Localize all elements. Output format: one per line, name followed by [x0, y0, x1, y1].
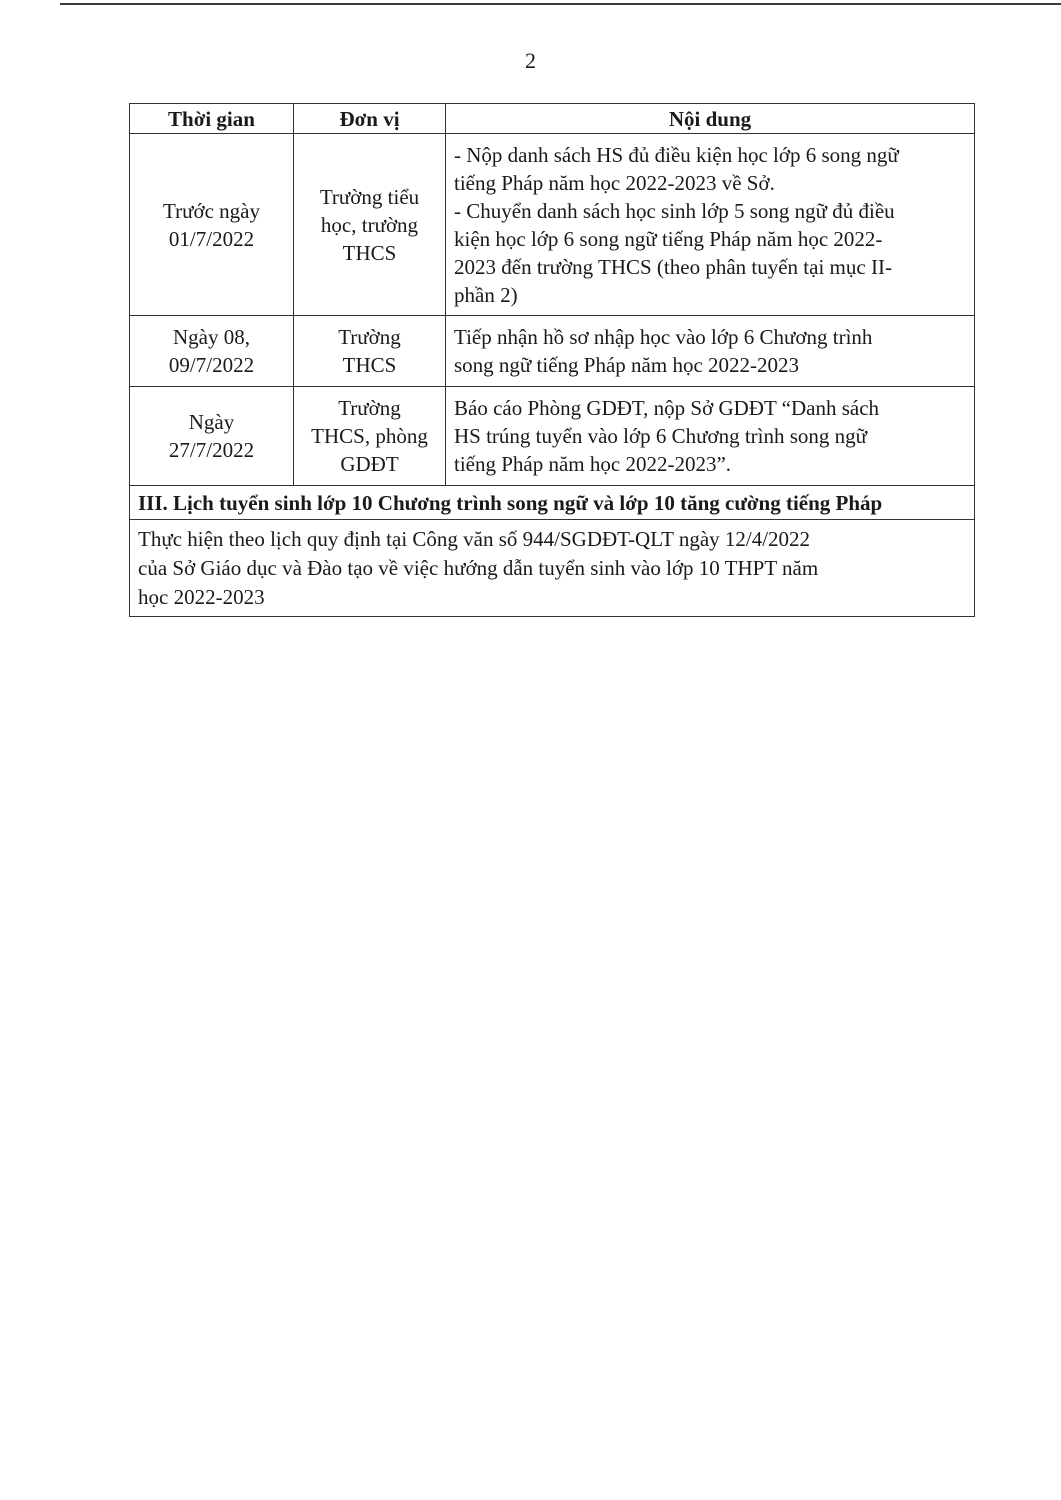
unit-cell: [294, 134, 446, 316]
time-cell: [130, 316, 294, 387]
section-title: III. Lịch tuyển sinh lớp 10 Chương trình song ngữ và lớp 10 tăng cường tiếng Pháp: [130, 486, 975, 520]
content-line: Tiếp nhận hồ sơ nhập học vào lớp 6 Chương trình: [454, 325, 873, 349]
content-cell: [446, 387, 975, 486]
content-line: - Nộp danh sách HS đủ điều kiện học lớp 6 song ngữ: [454, 142, 899, 167]
content-line: tiếng Pháp năm học 2022-2023”.: [454, 452, 732, 476]
unit-line: Trường: [338, 396, 401, 420]
top-border-line: [60, 3, 1061, 5]
table-header-row: [130, 104, 975, 134]
unit-line: Trường: [338, 325, 401, 349]
content-line: Báo cáo Phòng GDĐT, nộp Sở GDĐT “Danh sách: [454, 396, 880, 420]
time-line: Ngày: [188, 410, 235, 434]
time-line: 27/7/2022: [168, 438, 255, 462]
unit-line: học, trường: [320, 212, 419, 237]
section-note-row: [130, 520, 975, 617]
page-number: 2: [525, 48, 536, 73]
content-line: song ngữ tiếng Pháp năm học 2022-2023: [454, 353, 800, 377]
content-line: phần 2): [454, 282, 518, 307]
unit-cell: [294, 316, 446, 387]
unit-line: THCS: [342, 240, 397, 265]
schedule-table: [129, 103, 975, 617]
content-line: 2023 đến trường THCS (theo phân tuyến tại mục II-: [454, 254, 892, 279]
unit-line: Trường tiểu: [319, 184, 420, 209]
section-title-row: [130, 486, 975, 520]
note-line: của Sở Giáo dục và Đào tạo về việc hướng dẫn tuyển sinh vào lớp 10 THPT năm: [138, 555, 819, 580]
table-row: [130, 316, 975, 387]
table-row: [130, 134, 975, 316]
time-cell: [130, 387, 294, 486]
header-unit: Đơn vị: [294, 104, 446, 134]
note-line: Thực hiện theo lịch quy định tại Công văn số 944/SGDĐT-QLT ngày 12/4/2022: [138, 526, 811, 551]
header-content: Nội dung: [446, 104, 975, 134]
unit-line: THCS, phòng: [311, 424, 428, 448]
time-line: 09/7/2022: [168, 353, 255, 377]
content-line: HS trúng tuyển vào lớp 6 Chương trình song ngữ: [454, 424, 868, 448]
table-row: [130, 387, 975, 486]
content-cell: [446, 134, 975, 316]
content-line: - Chuyển danh sách học sinh lớp 5 song ngữ đủ điều: [454, 198, 895, 223]
content-line: kiện học lớp 6 song ngữ tiếng Pháp năm học 2022-: [454, 226, 883, 251]
section-note: [130, 520, 975, 617]
time-cell: [130, 134, 294, 316]
time-line: Ngày 08,: [173, 325, 250, 349]
unit-line: GDĐT: [340, 452, 399, 476]
unit-cell: [294, 387, 446, 486]
time-line: Trước ngày: [163, 198, 260, 223]
time-line: 01/7/2022: [168, 226, 255, 251]
content-line: tiếng Pháp năm học 2022-2023 về Sở.: [454, 170, 775, 195]
unit-line: THCS: [342, 353, 397, 377]
note-line: học 2022-2023: [138, 584, 265, 609]
content-cell: [446, 316, 975, 387]
header-time: Thời gian: [130, 104, 294, 134]
